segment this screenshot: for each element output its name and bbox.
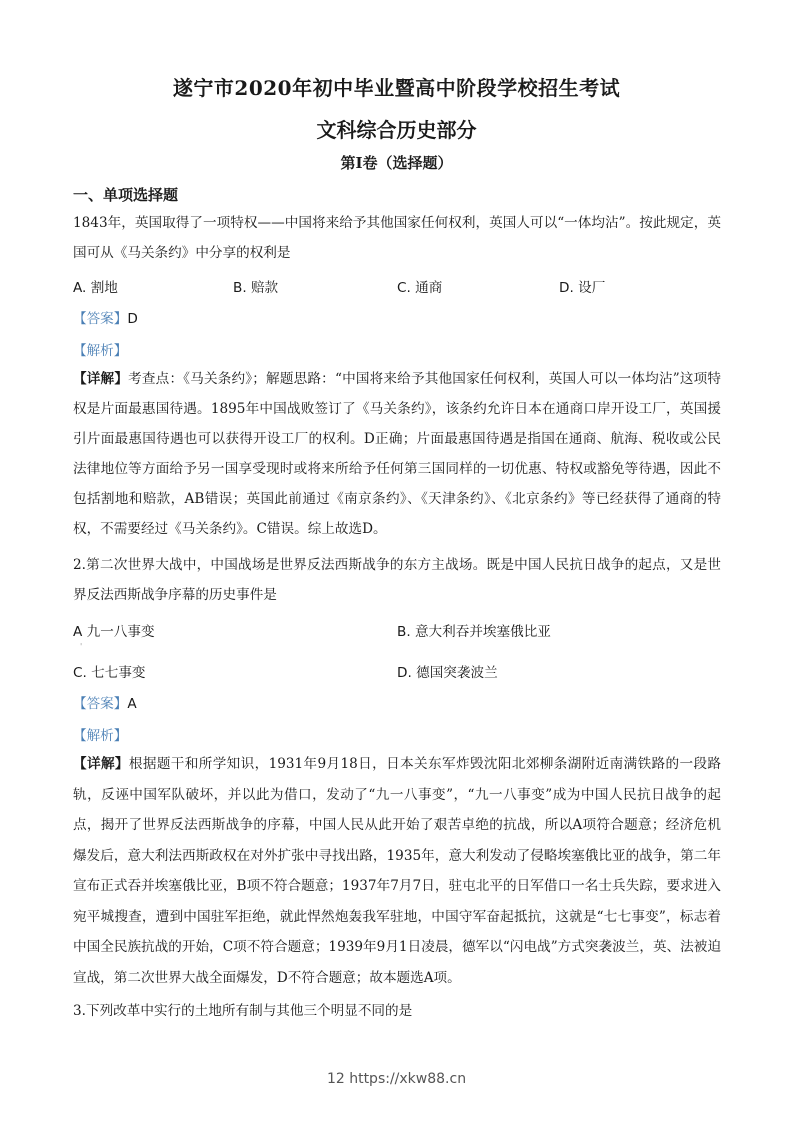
q1-answer [73, 307, 138, 327]
q1-option-d: D. 设厂 [559, 280, 606, 296]
answer-label: 【答案】 [73, 696, 128, 712]
q2-detail [73, 749, 721, 993]
q2-analysis-label [73, 724, 127, 744]
q1-option-a: A. 割地 [73, 280, 118, 296]
q2-option-c: C. 七七事变 [73, 665, 146, 681]
question-3-stem: 3.下列改革中实行的土地所有制与其他三个明显不同的是 [73, 1003, 413, 1019]
q2-option-b: B. 意大利吞并埃塞俄比亚 [397, 624, 551, 640]
stray-mark: ' [80, 642, 83, 651]
question-2-stem: 2.第二次世界大战中，中国战场是世界反法西斯战争的东方主战场。既是中国人民抗日战争的起点，又是世界反法西斯战争序幕的历史事件是 [73, 557, 721, 603]
answer-value: A [127, 696, 137, 712]
q1-analysis-label [73, 339, 127, 359]
answer-label: 【答案】 [73, 311, 128, 327]
q2-answer [73, 692, 137, 712]
analysis-label: 【解析】 [73, 343, 128, 359]
exam-title: 遂宁市2020年初中毕业暨高中阶段学校招生考试 [172, 76, 621, 100]
question-1-stem: 1843年，英国取得了一项特权——中国将来给予其他国家任何权利，英国人可以“一体均沾”。按此规定，英国可从《马关条约》中分享的权利是 [73, 215, 721, 261]
detail-label: 【详解】 [73, 756, 129, 772]
detail-label: 【详解】 [73, 371, 129, 387]
detail-text: 考查点：《马关条约》；解题思路：“中国将来给予其他国家任何权利，英国人可以一体均沾”这项特权是片面最惠国待遇。1895年中国战败签订了《马关条约》，该条约允许日本在通商口岸开设工厂，英国援引片面最惠国待遇也可以获得开设工厂的权利。D正确；片面最惠国待遇是指国在通商、航海、税收或公民法律地位等方面给予另一国享受现时或将来所给予任何第三国同样的一切优惠、特权或豁免等待遇，因此不包括割地和赔款，AB错误；英国此前通过《南京条约》、《天津条约》、《北京条约》等已经获得了通商的特权，不需要经过《马关条约》。C错误。综上故选D。 [73, 371, 722, 537]
q2-option-a: A 九一八事变 [73, 624, 155, 640]
q1-option-b: B. 赔款 [233, 280, 279, 296]
answer-value: D [127, 311, 138, 327]
q1-option-c: C. 通商 [397, 280, 443, 296]
detail-text: 根据题干和所学知识，1931年9月18日，日本关东军炸毁沈阳北郊柳条湖附近南满铁路的一段路轨，反诬中国军队破坏，并以此为借口，发动了“九一八事变”，“九一八事变”成为中国人民抗日战争的起点，揭开了世界反法西斯战争的序幕，中国人民从此开始了艰苦卓绝的抗战，所以A项符合题意；经济危机爆发后，意大利法西斯政权在对外扩张中寻找出路，1935年，意大利发动了侵略埃塞俄比亚的战争，第二年宣布正式吞并埃塞俄比亚，B项不符合题意；1937年7月7日，驻屯北平的日军借口一名士兵失踪，要求进入宛平城搜查，遭到中国驻军拒绝，就此悍然炮轰我军驻地，中国守军奋起抵抗，这就是“七七事变”，标志着中国全民族抗战的开始，C项不符合题意；1939年9月1日凌晨，德军以“闪电战”方式突袭波兰，英、法被迫宣战，第二次世界大战全面爆发，D不符合题意；故本题选A项。 [73, 756, 722, 986]
q1-detail [73, 364, 721, 544]
analysis-label: 【解析】 [73, 728, 128, 744]
volume-heading: 第Ⅰ卷（选择题） [340, 154, 453, 172]
exam-subtitle: 文科综合历史部分 [316, 118, 477, 142]
page-footer: 12 https://xkw88.cn [326, 1071, 467, 1087]
q2-option-d: D. 德国突袭波兰 [397, 665, 498, 681]
section-heading: 一、单项选择题 [73, 186, 179, 204]
